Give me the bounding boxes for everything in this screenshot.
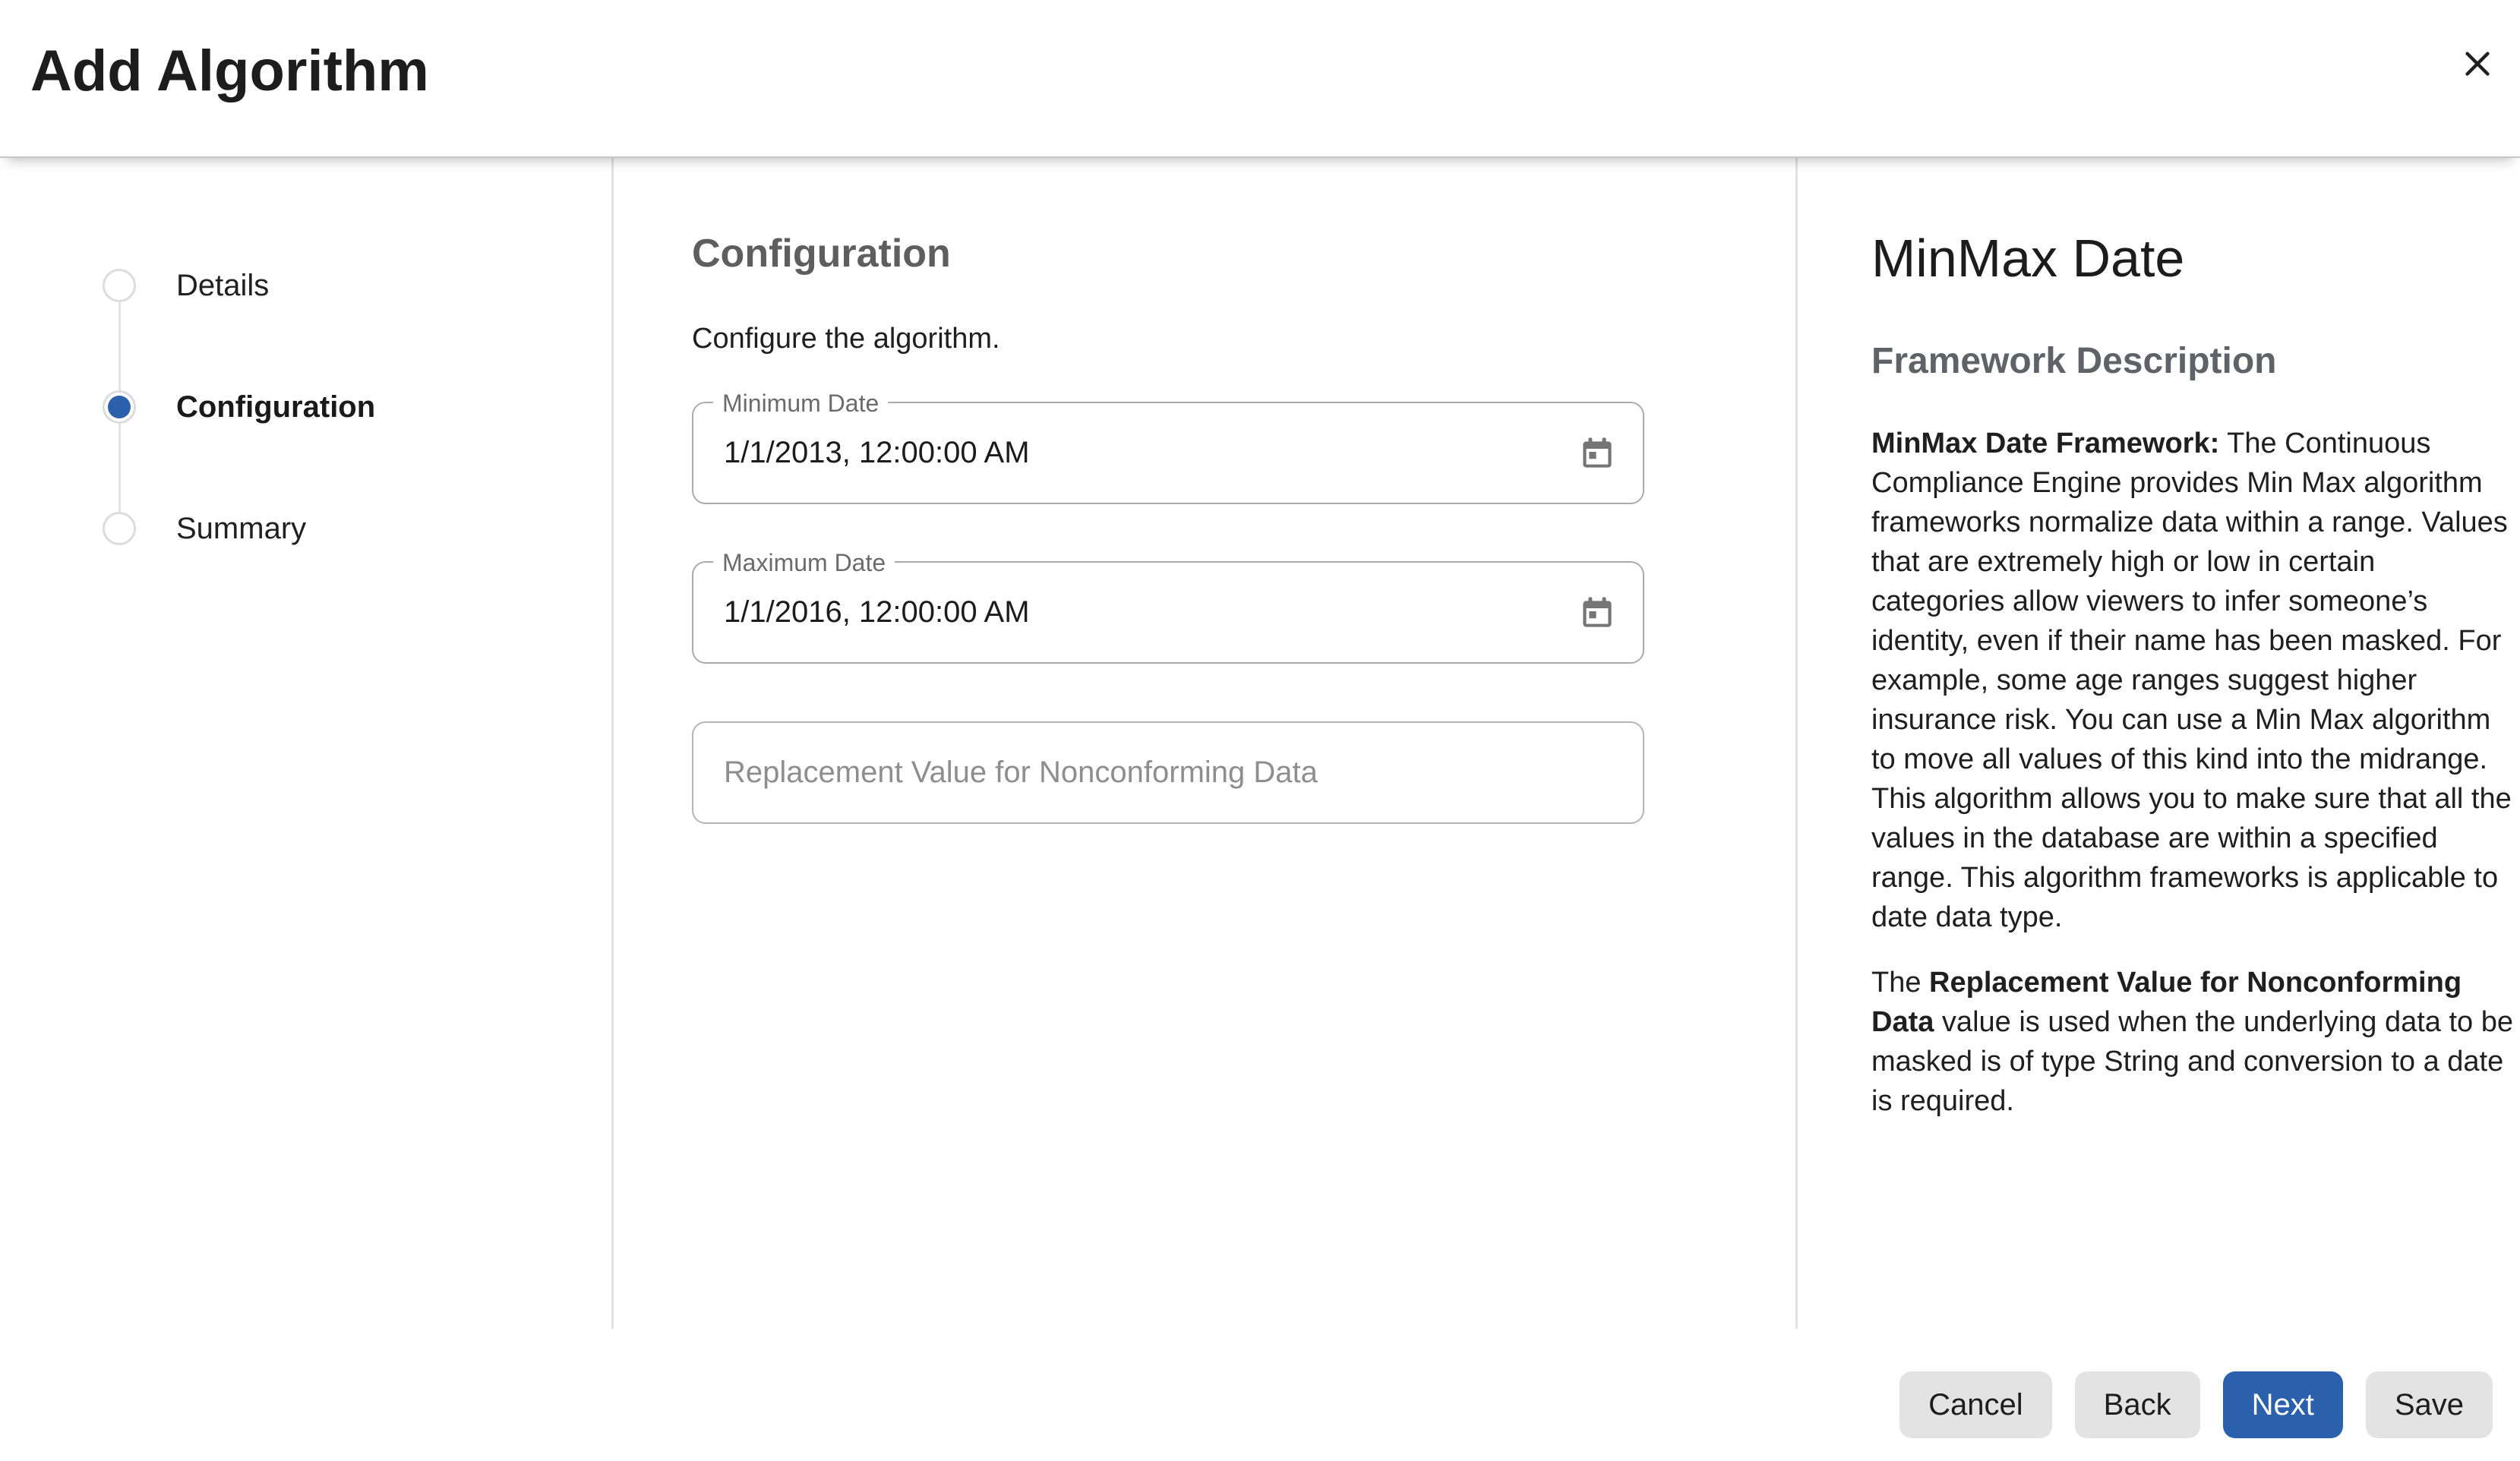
step-label: Summary [176, 512, 307, 545]
stepper-item-summary[interactable] [0, 510, 611, 547]
minimum-date-label: Minimum Date [713, 389, 888, 418]
close-icon [2460, 46, 2495, 81]
back-button[interactable]: Back [2075, 1371, 2200, 1438]
framework-description-heading: Framework Description [1871, 341, 2277, 381]
page-title: Add Algorithm [30, 39, 429, 103]
step-circle-inactive [103, 512, 136, 545]
configuration-panel [614, 158, 1798, 1329]
minimum-date-field [692, 390, 1644, 504]
stepper-item-configuration[interactable] [0, 389, 611, 425]
step-circle-inactive [103, 269, 136, 302]
stepper-panel [0, 158, 614, 1329]
minimum-date-input[interactable] [693, 403, 1643, 503]
description-paragraph: The Replacement Value for Nonconforming Data value is used when the underlying data to be masked is of type String and conversion to a date is required. [1871, 967, 2514, 1117]
framework-title: MinMax Date [1871, 229, 2185, 288]
step-label: Configuration [176, 390, 376, 424]
dialog-body [0, 158, 2520, 1329]
next-button[interactable]: Next [2223, 1371, 2343, 1438]
maximum-date-label: Maximum Date [713, 548, 895, 577]
calendar-icon [1579, 595, 1615, 631]
step-label: Details [176, 269, 270, 302]
stepper-item-details[interactable] [0, 267, 611, 304]
framework-info-panel [1798, 158, 2520, 1329]
replacement-value-field [692, 721, 1644, 824]
minimum-date-calendar-button[interactable] [1570, 426, 1625, 481]
close-button[interactable] [2450, 36, 2505, 91]
save-button[interactable]: Save [2366, 1371, 2493, 1438]
step-circle-active [103, 390, 136, 424]
dialog-header [0, 0, 2520, 158]
cancel-button[interactable]: Cancel [1899, 1371, 2052, 1438]
replacement-value-input[interactable] [693, 723, 1643, 822]
maximum-date-calendar-button[interactable] [1570, 585, 1625, 640]
dialog-footer [0, 1371, 2493, 1438]
description-paragraph: MinMax Date Framework: The Continuous Compliance Engine provides Min Max algorithm frameworks normalize data within a range. Values that are extremely high or low in certain categories allow viewers to infer someone’s identity, even if their name has been masked. For example, some age ranges suggest higher insurance risk. You can use a Min Max algorithm to move all values of this kind into the midrange. This algorithm allows you to make sure that all the values in the database are within a specified range. This algorithm frameworks is applicable to date data type. [1871, 428, 2512, 933]
configuration-subheading: Configure the algorithm. [692, 323, 1000, 355]
configuration-heading: Configuration [692, 232, 951, 276]
framework-description-body [1871, 424, 2513, 1121]
active-step-dot [108, 396, 131, 418]
maximum-date-input[interactable] [693, 563, 1643, 662]
maximum-date-field [692, 549, 1644, 664]
calendar-icon [1579, 435, 1615, 472]
